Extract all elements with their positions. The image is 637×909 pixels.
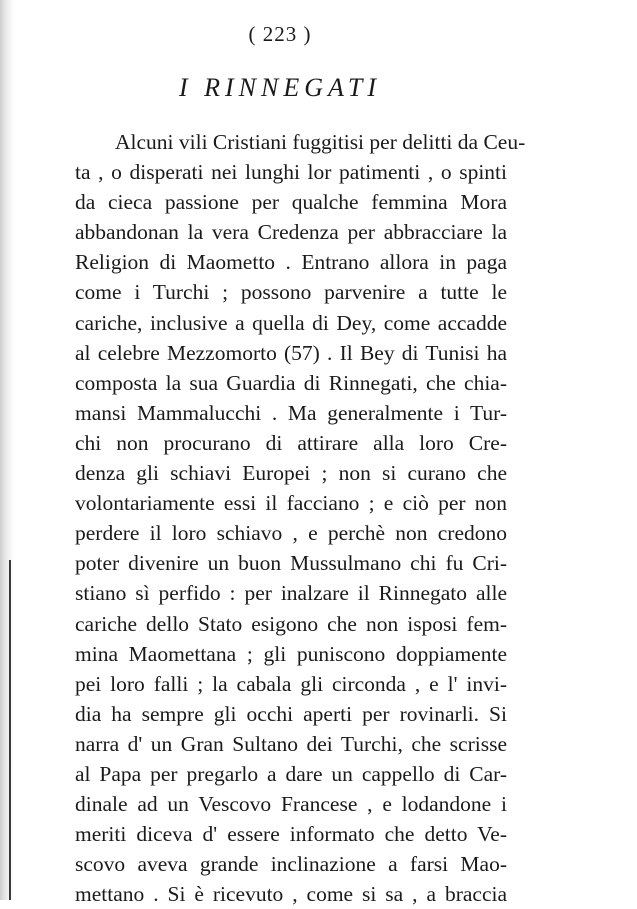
text-line: perdere il loro schiavo , e perchè non credono: [75, 521, 507, 546]
text-line: cariche, inclusive a quella di Dey, come accadde: [75, 310, 507, 335]
text-line: al Papa per pregarlo a dare un cappello di Car-: [75, 761, 507, 786]
binding-shadow-line: [9, 560, 11, 900]
text-line: meriti diceva d' essere informato che detto Ve-: [75, 822, 507, 847]
text-line: mina Maomettana ; gli puniscono doppiamente: [75, 641, 507, 666]
page-binding-edge: [0, 0, 14, 900]
text-line: Alcuni vili Cristiani fuggitisi per delitti da Ceu-: [115, 130, 526, 154]
text-line: dia ha sempre gli occhi aperti per rovinarli. Si: [75, 701, 507, 726]
text-line: al celebre Mezzomorto (57) . Il Bey di Tunisi ha: [75, 340, 507, 365]
text-line: come i Turchi ; possono parvenire a tutte le: [75, 280, 507, 305]
text-line: narra d' un Gran Sultano dei Turchi, che scrisse: [75, 731, 507, 756]
text-line: cariche dello Stato esigono che non isposi fem-: [75, 611, 507, 636]
text-line: volontariamente essi il facciano ; e ciò per non: [75, 491, 507, 516]
text-line: chi non procurano di attirare alla loro Cre-: [75, 430, 507, 455]
text-line: poter divenire un buon Mussulmano chi fu Cri-: [75, 551, 507, 576]
chapter-title: I RINNEGATI: [178, 73, 382, 102]
text-line: mettano . Si è ricevuto , come si sa , a braccia: [75, 882, 507, 907]
text-line: ta , o disperati nei lunghi lor patimenti , o spinti: [75, 160, 507, 185]
text-line: scovo aveva grande inclinazione a farsi Mao-: [75, 852, 507, 877]
body-text: [75, 127, 526, 909]
text-line: mansi Mammalucchi . Ma generalmente i Tur-: [75, 400, 507, 425]
text-line: abbandonan la vera Credenza per abbracciare la: [75, 220, 507, 245]
text-line: dinale ad un Vescovo Francese , e lodandone i: [75, 792, 507, 817]
text-line: denza gli schiavi Europei ; non si curano che: [75, 461, 507, 486]
text-line: Religion di Maometto . Entrano allora in paga: [75, 250, 507, 275]
text-line: da cieca passione per qualche femmina Mora: [75, 190, 507, 215]
text-line: stiano sì perfido : per inalzare il Rinnegato alle: [75, 581, 507, 606]
text-line: composta la sua Guardia di Rinnegati, che chia-: [75, 370, 507, 395]
page-number: ( 223 ): [248, 22, 312, 46]
text-line: pei loro falli ; la cabala gli circonda , e l' invi-: [75, 671, 507, 696]
